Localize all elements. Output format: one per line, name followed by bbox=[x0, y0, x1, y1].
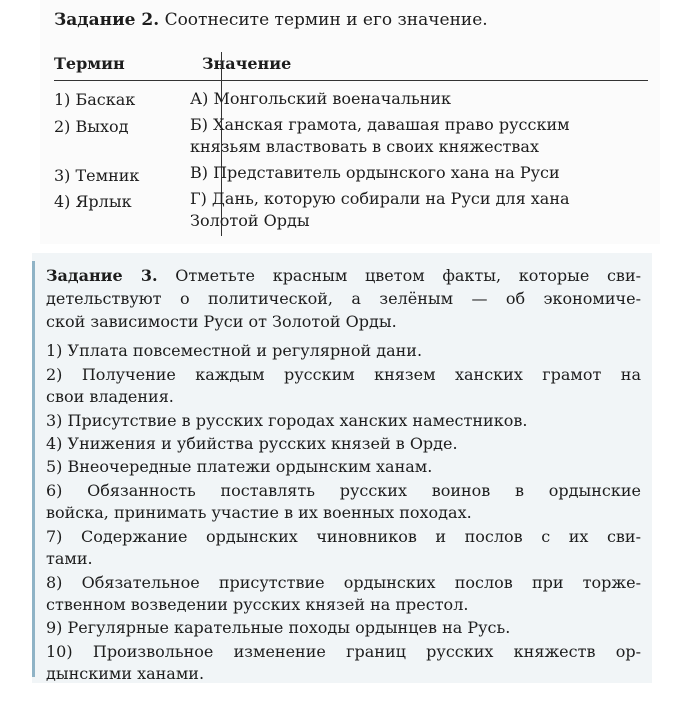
fact-item: 6) Обязанность поставлять русских воинов в ордынские bbox=[46, 481, 641, 500]
meaning-item: Золотой Орды bbox=[190, 211, 310, 230]
task-2-section bbox=[40, 0, 660, 244]
task-3-instruction: Отметьте красным цветом факты, которые сви- bbox=[175, 266, 642, 285]
term-item: 2) Выход bbox=[54, 117, 129, 136]
fact-item: 1) Уплата повсеместной и регулярной дани. bbox=[46, 341, 423, 360]
meaning-item: князьям властвовать в своих княжествах bbox=[190, 137, 539, 156]
task-2-heading bbox=[54, 10, 488, 30]
table-header-divider bbox=[54, 80, 648, 81]
task-3-intro-line: детельствуют о политической, а зелёным — об экономиче- bbox=[46, 289, 641, 308]
fact-item-continuation: ственном возведении русских князей на престол. bbox=[46, 595, 469, 614]
term-item: 1) Баскак bbox=[54, 90, 136, 109]
task-3-label: Задание 3. bbox=[46, 266, 158, 285]
fact-item: 5) Внеочередные платежи ордынским ханам. bbox=[46, 457, 433, 476]
task-3-intro-line: ской зависимости Руси от Золотой Орды. bbox=[46, 312, 397, 331]
fact-item: 8) Обязательное присутствие ордынских послов при торже- bbox=[46, 573, 641, 592]
fact-item: 7) Содержание ордынских чиновников и послов с их сви- bbox=[46, 527, 641, 546]
task-2-label: Задание 2. bbox=[54, 10, 160, 30]
column-header-meaning: Значение bbox=[202, 54, 292, 73]
fact-item: 9) Регулярные карательные походы ордынцев на Русь. bbox=[46, 618, 511, 637]
fact-item-continuation: тами. bbox=[46, 549, 93, 568]
term-item: 3) Темник bbox=[54, 166, 140, 185]
task-3-section bbox=[32, 253, 652, 683]
meaning-item: Б) Ханская грамота, давашая право русским bbox=[190, 115, 570, 134]
meaning-item: Г) Дань, которую собирали на Руси для хана bbox=[190, 189, 570, 208]
fact-item: 2) Получение каждым русским князем ханских грамот на bbox=[46, 365, 641, 384]
fact-item-continuation: свои владения. bbox=[46, 387, 174, 406]
column-header-term: Термин bbox=[54, 54, 125, 73]
term-item: 4) Ярлык bbox=[54, 192, 132, 211]
section-accent-bar bbox=[32, 261, 35, 677]
task-2-instruction: Соотнесите термин и его значение. bbox=[164, 10, 488, 30]
fact-item: 10) Произвольное изменение границ русских княжеств ор- bbox=[46, 642, 641, 661]
fact-item: 4) Унижения и убийства русских князей в Орде. bbox=[46, 434, 458, 453]
meaning-item: В) Представитель ордынского хана на Руси bbox=[190, 163, 560, 182]
fact-item-continuation: войска, принимать участие в их военных походах. bbox=[46, 503, 472, 522]
fact-item: 3) Присутствие в русских городах ханских наместников. bbox=[46, 411, 528, 430]
task-3-intro-line bbox=[46, 265, 641, 287]
meaning-item: А) Монгольский военачальник bbox=[190, 89, 452, 108]
fact-item-continuation: дынскими ханами. bbox=[46, 664, 205, 683]
